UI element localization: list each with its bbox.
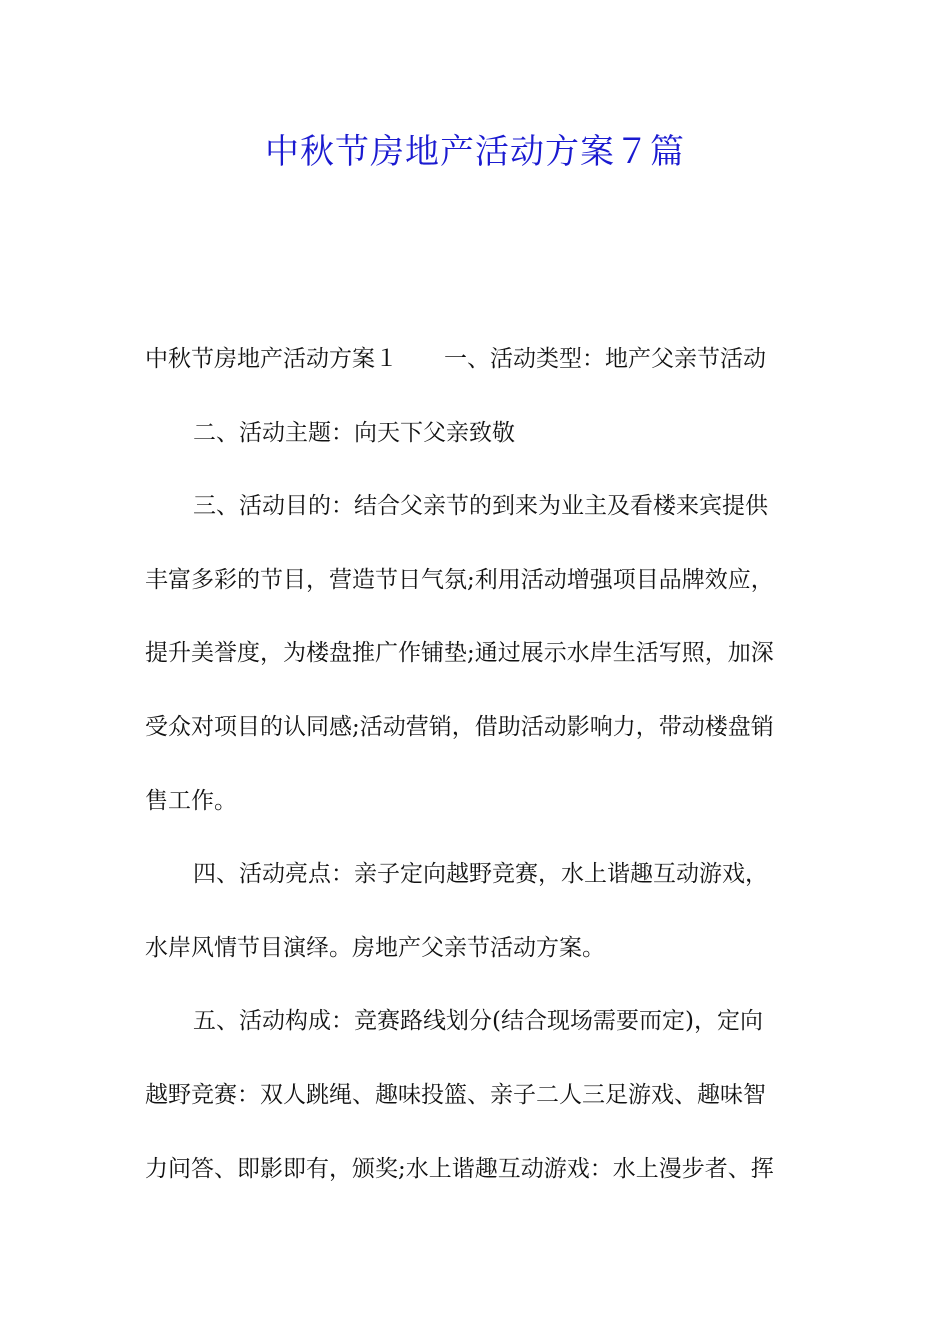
- paragraph-line: 越野竞赛：双人跳绳、趣味投篮、亲子二人三足游戏、趣味智: [145, 1081, 766, 1108]
- paragraph-text: 一、活动类型：地产父亲节活动: [444, 346, 766, 372]
- document-body: [145, 336, 810, 1219]
- document-title: 中秋节房地产活动方案７篇: [265, 132, 685, 172]
- paragraph-line: 二、活动主题：向天下父亲致敬: [193, 419, 515, 446]
- paragraph-line: 五、活动构成：竞赛路线划分(结合现场需要而定)，定向: [193, 1008, 763, 1035]
- paragraph-line: 四、活动亮点：亲子定向越野竞赛，水上谐趣互动游戏，: [193, 861, 768, 888]
- paragraph-line: 受众对项目的认同感;活动营销，借助活动影响力，带动楼盘销: [145, 713, 774, 740]
- paragraph-line: 提升美誉度，为楼盘推广作铺垫;通过展示水岸生活写照，加深: [145, 640, 774, 667]
- paragraph-line: 丰富多彩的节目，营造节日气氛;利用活动增强项目品牌效应，: [145, 566, 774, 593]
- paragraph-line: 三、活动目的：结合父亲节的到来为业主及看楼来宾提供: [193, 493, 768, 520]
- paragraph-line: 售工作。: [145, 787, 237, 814]
- paragraph-line: 水岸风情节目演绎。房地产父亲节活动方案。: [145, 934, 605, 961]
- section-heading: 中秋节房地产活动方案１: [145, 346, 398, 372]
- paragraph-line: 力问答、即影即有，颁奖;水上谐趣互动游戏：水上漫步者、挥: [145, 1155, 774, 1182]
- paragraph-line: [145, 336, 810, 410]
